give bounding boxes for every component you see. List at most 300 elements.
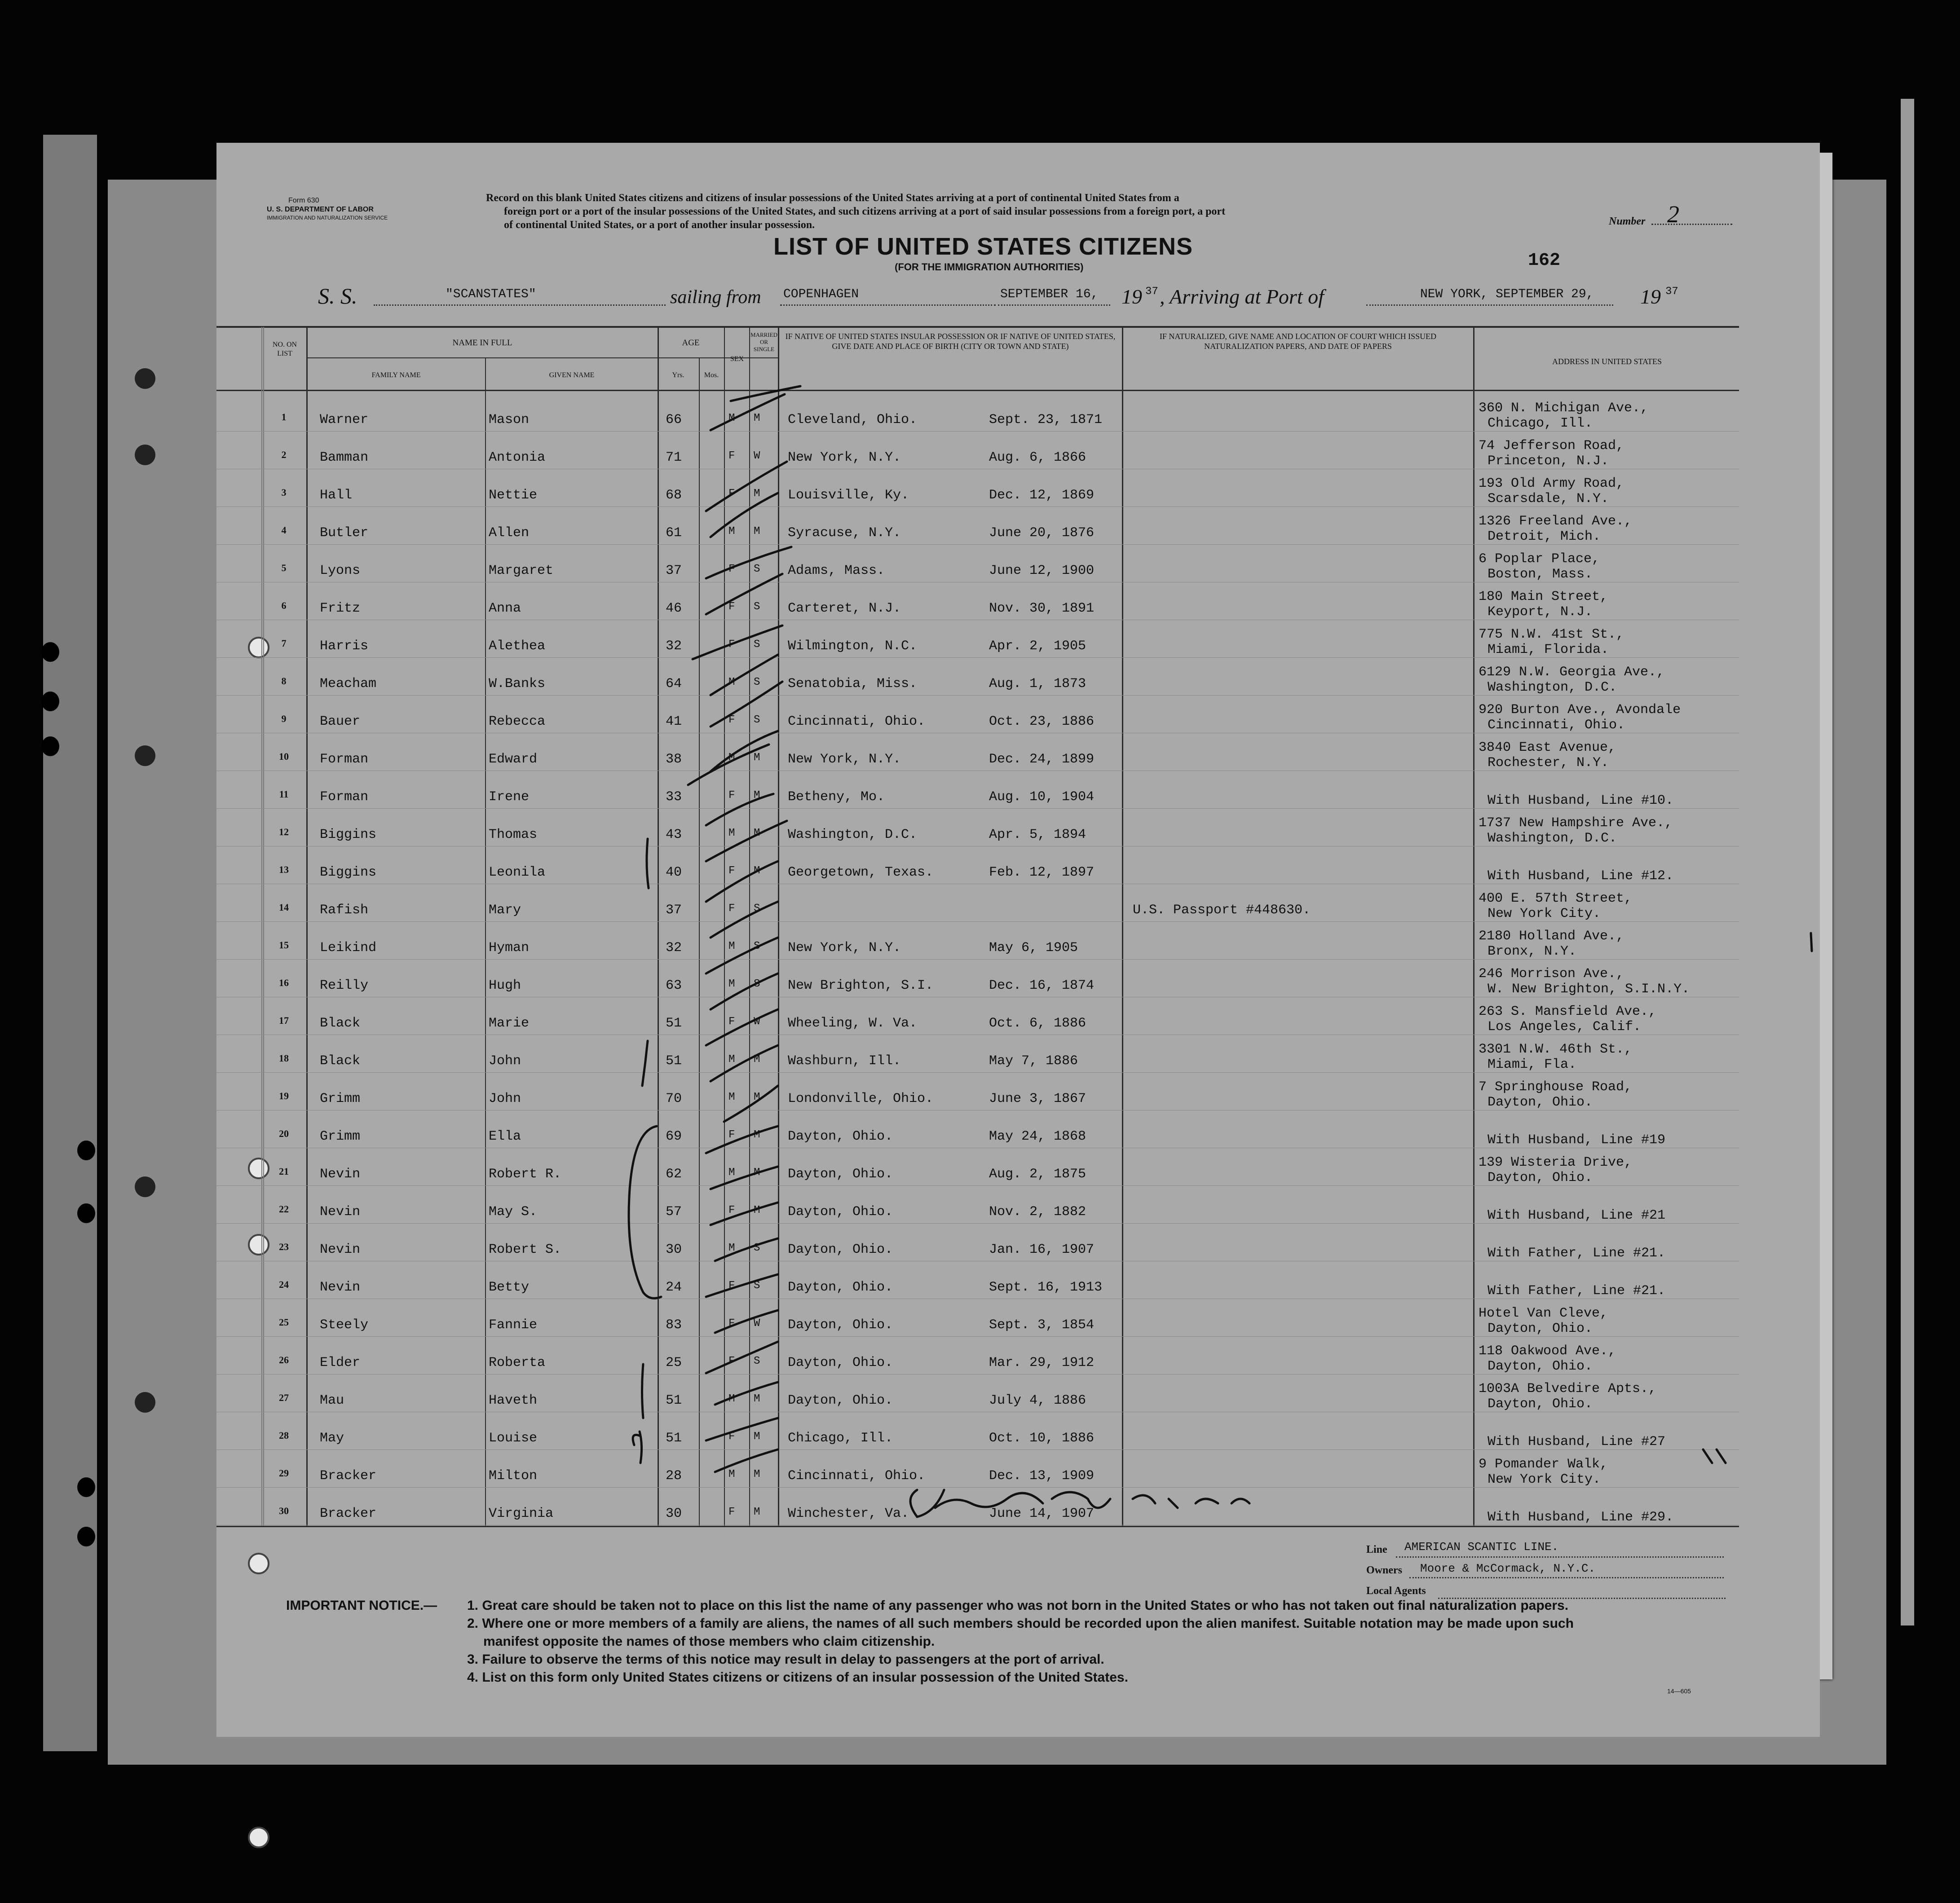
birthdate: May 24, 1868	[989, 1129, 1086, 1144]
line-underline	[1396, 1556, 1724, 1558]
birthdate: Apr. 2, 1905	[989, 639, 1086, 654]
given-name: Hugh	[489, 978, 521, 993]
sailing-label: sailing from	[670, 287, 761, 308]
birthdate: Aug. 2, 1875	[989, 1167, 1086, 1182]
address-line-2: Dayton, Ohio.	[1488, 1170, 1593, 1185]
birthplace: New York, N.Y.	[788, 940, 901, 956]
from-port: COPENHAGEN	[783, 287, 859, 301]
family-name: Warner	[320, 412, 369, 427]
birthplace: Dayton, Ohio.	[788, 1280, 893, 1295]
address-line-1: 3301 N.W. 46th St.,	[1479, 1042, 1633, 1057]
sex: F	[728, 789, 735, 802]
sex: F	[728, 488, 735, 500]
row-number: 19	[279, 1090, 289, 1101]
birthdate: May 6, 1905	[989, 940, 1078, 956]
sex: M	[728, 1468, 735, 1480]
given-name: Mason	[489, 412, 530, 427]
birthplace: Dayton, Ohio.	[788, 1317, 893, 1333]
binder-hole	[41, 736, 59, 756]
row-number: 29	[279, 1467, 289, 1479]
marital-status: M	[754, 752, 760, 764]
form-code: 14—605	[1667, 1687, 1691, 1695]
given-name: Betty	[489, 1280, 530, 1295]
row-number: 26	[279, 1354, 289, 1366]
address-line-2: New York City.	[1488, 1472, 1601, 1487]
age: 63	[666, 978, 682, 993]
marital-status: W	[754, 1016, 760, 1028]
age: 43	[666, 827, 682, 842]
family-name: Grimm	[320, 1129, 361, 1144]
marital-status: S	[754, 601, 760, 613]
sex: M	[728, 978, 735, 990]
age: 37	[666, 903, 682, 918]
sex: M	[728, 1167, 735, 1179]
address-line-1: Hotel Van Cleve,	[1479, 1306, 1608, 1321]
family-name: Harris	[320, 639, 369, 654]
sex: M	[728, 1242, 735, 1254]
address-line-1: 246 Morrison Ave.,	[1479, 966, 1625, 982]
row-number: 25	[279, 1317, 289, 1328]
header-given-name: GIVEN NAME	[549, 371, 595, 379]
marital-status: W	[754, 450, 760, 462]
age: 71	[666, 450, 682, 465]
row-number: 23	[279, 1241, 289, 1252]
birthdate: Apr. 5, 1894	[989, 827, 1086, 842]
marital-status: S	[754, 940, 760, 952]
notice-4: 4. List on this form only United States citizens or citizens of an insular possession of the United States.	[467, 1670, 1128, 1685]
marital-status: M	[754, 1167, 760, 1179]
address-line-2: Miami, Fla.	[1488, 1057, 1577, 1072]
age: 37	[666, 563, 682, 578]
intro-line-1: Record on this blank United States citizens and citizens of insular possessions of the United States arriving at a port of continental United States from a	[486, 192, 1179, 204]
sex: M	[728, 1053, 735, 1066]
header-yrs: Yrs.	[672, 371, 684, 379]
address-line-2: New York City.	[1488, 906, 1601, 921]
birthplace: Carteret, N.J.	[788, 601, 901, 616]
marital-status: M	[754, 1129, 760, 1141]
address-line-2: Detroit, Mich.	[1488, 529, 1601, 544]
binder-hole	[135, 1176, 155, 1197]
marital-status: M	[754, 525, 760, 537]
address-line-1: 1003A Belvedire Apts.,	[1479, 1381, 1657, 1396]
header-age: AGE	[682, 338, 700, 348]
row-number: 8	[281, 675, 287, 687]
address-line-1: 3840 East Avenue,	[1479, 740, 1616, 755]
age: 62	[666, 1167, 682, 1182]
address-line-1: 1737 New Hampshire Ave.,	[1479, 815, 1673, 831]
age: 51	[666, 1053, 682, 1069]
address-line-2: Washington, D.C.	[1488, 680, 1617, 695]
birthplace: Adams, Mass.	[788, 563, 885, 578]
birthplace: Dayton, Ohio.	[788, 1129, 893, 1144]
sex: F	[728, 865, 735, 877]
birthdate: June 14, 1907	[989, 1506, 1095, 1521]
sex: F	[728, 450, 735, 462]
address-line-1: 2180 Holland Ave.,	[1479, 929, 1625, 944]
row-number: 12	[279, 826, 289, 837]
family-name: Nevin	[320, 1242, 361, 1257]
row-number: 17	[279, 1015, 289, 1026]
sex: F	[728, 1317, 735, 1330]
address-line-2: Princeton, N.J.	[1488, 454, 1609, 469]
family-name: Bauer	[320, 714, 361, 729]
header-name-in-full: NAME IN FULL	[452, 338, 512, 348]
address-line-2: With Husband, Line #12.	[1488, 868, 1674, 884]
arriving-label: , Arriving at Port of	[1160, 285, 1324, 308]
birthplace: Chicago, Ill.	[788, 1431, 893, 1446]
birthdate: Oct. 10, 1886	[989, 1431, 1095, 1446]
sex: F	[728, 1129, 735, 1141]
address-line-2: W. New Brighton, S.I.N.Y.	[1488, 982, 1690, 997]
age: 70	[666, 1091, 682, 1106]
naturalization: U.S. Passport #448630.	[1133, 903, 1311, 918]
given-name: Leonila	[489, 865, 546, 880]
birthplace: Betheny, Mo.	[788, 789, 885, 805]
age: 32	[666, 639, 682, 654]
age: 51	[666, 1431, 682, 1446]
given-name: Nettie	[489, 488, 538, 503]
given-name: Edward	[489, 752, 538, 767]
number-value: 2	[1667, 201, 1679, 228]
birthdate: Sept. 3, 1854	[989, 1317, 1095, 1333]
header-sex: SEX	[730, 355, 744, 363]
birthplace: Dayton, Ohio.	[788, 1204, 893, 1220]
marital-status: S	[754, 1280, 760, 1292]
family-name: Fritz	[320, 601, 361, 616]
sex: F	[728, 639, 735, 651]
birthplace: Dayton, Ohio.	[788, 1393, 893, 1408]
family-name: Lyons	[320, 563, 361, 578]
given-name: Rebecca	[489, 714, 546, 729]
marital-status: M	[754, 789, 760, 802]
given-name: Antonia	[489, 450, 546, 465]
backing-edge-right	[1901, 99, 1914, 1625]
notice-1: 1. Great care should be taken not to place on this list the name of any passenger who was not born in the United States or who has not taken out final naturalization papers.	[467, 1598, 1569, 1613]
marital-status: M	[754, 488, 760, 500]
row-number: 7	[281, 638, 287, 649]
sex: M	[728, 940, 735, 952]
page-title: LIST OF UNITED STATES CITIZENS	[773, 233, 1193, 260]
age: 64	[666, 676, 682, 692]
family-name: Nevin	[320, 1204, 361, 1220]
birthdate: Dec. 24, 1899	[989, 752, 1095, 767]
marital-status: M	[754, 1393, 760, 1405]
address-line-1: 775 N.W. 41st St.,	[1479, 627, 1625, 642]
birthplace: Georgetown, Texas.	[788, 865, 934, 880]
birthdate: Aug. 6, 1866	[989, 450, 1086, 465]
given-name: Irene	[489, 789, 530, 805]
birthplace: Wheeling, W. Va.	[788, 1016, 918, 1031]
family-name: Forman	[320, 789, 369, 805]
age: 66	[666, 412, 682, 427]
page-number: 162	[1528, 251, 1561, 271]
sex: F	[728, 1431, 735, 1443]
birthdate: June 3, 1867	[989, 1091, 1086, 1106]
given-name: Fannie	[489, 1317, 538, 1333]
sex: M	[728, 525, 735, 537]
birthplace: Londonville, Ohio.	[788, 1091, 934, 1106]
age: 83	[666, 1317, 682, 1333]
marital-status: M	[754, 865, 760, 877]
family-name: Black	[320, 1053, 361, 1069]
marital-status: M	[754, 1506, 760, 1518]
arrival-year-prefix: 19	[1640, 285, 1661, 308]
address-line-2: Los Angeles, Calif.	[1488, 1019, 1642, 1035]
address-line-2: Scarsdale, N.Y.	[1488, 491, 1609, 507]
age: 40	[666, 865, 682, 880]
sex: F	[728, 601, 735, 613]
address-line-1: 118 Oakwood Ave.,	[1479, 1344, 1616, 1359]
sex: M	[728, 412, 735, 424]
birthplace: Cincinnati, Ohio.	[788, 714, 926, 729]
address-line-2: Dayton, Ohio.	[1488, 1396, 1593, 1412]
birthplace: Dayton, Ohio.	[788, 1242, 893, 1257]
address-line-2: Dayton, Ohio.	[1488, 1321, 1593, 1336]
given-name: May S.	[489, 1204, 538, 1220]
address-line-1: 6129 N.W. Georgia Ave.,	[1479, 665, 1665, 680]
sex: F	[728, 1016, 735, 1028]
address-line-2: With Father, Line #21.	[1488, 1246, 1666, 1261]
birthdate: May 7, 1886	[989, 1053, 1078, 1069]
age: 30	[666, 1506, 682, 1521]
birthdate: Feb. 12, 1897	[989, 865, 1095, 880]
binder-hole	[77, 1141, 95, 1160]
binder-hole	[135, 1392, 155, 1413]
age: 30	[666, 1242, 682, 1257]
row-number: 13	[279, 864, 289, 875]
family-name: Forman	[320, 752, 369, 767]
binder-hole	[41, 692, 59, 711]
family-name: Bracker	[320, 1468, 377, 1484]
manifest-sheet	[216, 143, 1820, 1737]
binder-hole	[135, 745, 155, 766]
row-number: 27	[279, 1392, 289, 1403]
row-number: 10	[279, 751, 289, 762]
address-line-1: 9 Pomander Walk,	[1479, 1457, 1608, 1472]
age: 32	[666, 940, 682, 956]
birthplace: Wilmington, N.C.	[788, 639, 918, 654]
row-number: 1	[281, 411, 287, 423]
birthdate: July 4, 1886	[989, 1393, 1086, 1408]
address-line-1: 180 Main Street,	[1479, 589, 1608, 604]
row-number: 11	[279, 789, 289, 800]
birthdate: Mar. 29, 1912	[989, 1355, 1095, 1370]
owners-value: Moore & McCormack, N.Y.C.	[1420, 1562, 1596, 1575]
binder-hole	[135, 445, 155, 465]
address-line-2: With Husband, Line #19	[1488, 1132, 1666, 1148]
age: 33	[666, 789, 682, 805]
given-name: Thomas	[489, 827, 538, 842]
binder-hole	[77, 1527, 95, 1546]
marital-status: M	[754, 1091, 760, 1103]
marital-status: S	[754, 563, 760, 575]
row-number: 5	[281, 562, 287, 573]
row-number: 9	[281, 713, 287, 724]
age: 46	[666, 601, 682, 616]
birthdate: Nov. 30, 1891	[989, 601, 1095, 616]
family-name: Butler	[320, 525, 369, 541]
ship-name: "SCANSTATES"	[446, 287, 536, 301]
address-line-1: 920 Burton Ave., Avondale	[1479, 702, 1681, 718]
age: 57	[666, 1204, 682, 1220]
row-number: 20	[279, 1128, 289, 1139]
marital-status: S	[754, 639, 760, 651]
sex: F	[728, 1280, 735, 1292]
family-name: Bamman	[320, 450, 369, 465]
given-name: Ella	[489, 1129, 521, 1144]
form-id: Form 630	[288, 197, 319, 204]
birthdate: June 20, 1876	[989, 525, 1095, 541]
address-line-1: 6 Poplar Place,	[1479, 551, 1600, 567]
row-number: 15	[279, 939, 289, 951]
family-name: Black	[320, 1016, 361, 1031]
marital-status: M	[754, 1431, 760, 1443]
header-naturalized: IF NATURALIZED, GIVE NAME AND LOCATION OF COURT WHICH ISSUED NATURALIZATION PAPERS, AND DATE OF PAPERS	[1159, 332, 1437, 351]
family-name: May	[320, 1431, 344, 1446]
address-line-2: Washington, D.C.	[1488, 831, 1617, 846]
address-line-2: Chicago, Ill.	[1488, 416, 1593, 431]
family-name: Reilly	[320, 978, 369, 993]
address-line-2: Keyport, N.J.	[1488, 604, 1593, 620]
age: 38	[666, 752, 682, 767]
family-name: Leikind	[320, 940, 377, 956]
row-number: 28	[279, 1430, 289, 1441]
address-line-2: With Husband, Line #10.	[1488, 793, 1674, 808]
family-name: Nevin	[320, 1167, 361, 1182]
sex: F	[728, 903, 735, 915]
row-number: 22	[279, 1203, 289, 1215]
age: 28	[666, 1468, 682, 1484]
birthplace: Washington, D.C.	[788, 827, 918, 842]
marital-status: M	[754, 827, 760, 839]
given-name: Alethea	[489, 639, 546, 654]
address-line-1: 1326 Freeland Ave.,	[1479, 514, 1633, 529]
address-line-1: 263 S. Mansfield Ave.,	[1479, 1004, 1657, 1019]
given-name: Margaret	[489, 563, 554, 578]
address-line-2: With Husband, Line #21	[1488, 1208, 1666, 1223]
sailing-year-prefix: 19	[1121, 285, 1142, 308]
marital-status: S	[754, 714, 760, 726]
address-line-2: Boston, Mass.	[1488, 567, 1593, 582]
binder-hole	[77, 1203, 95, 1223]
marital-status: S	[754, 676, 760, 688]
birthplace: Senatobia, Miss.	[788, 676, 918, 692]
backing-page-left	[43, 135, 97, 1751]
address-line-2: With Husband, Line #29.	[1488, 1510, 1674, 1525]
sex: M	[728, 1393, 735, 1405]
marital-status: W	[754, 1317, 760, 1330]
address-line-2: Rochester, N.Y.	[1488, 755, 1609, 771]
birthdate: June 12, 1900	[989, 563, 1095, 578]
age: 41	[666, 714, 682, 729]
family-name: Steely	[320, 1317, 369, 1333]
notice-3: 3. Failure to observe the terms of this notice may result in delay to passengers at the port of arrival.	[467, 1652, 1104, 1667]
sex: F	[728, 1506, 735, 1518]
intro-line-3: of continental United States, or a port of another insular possession.	[504, 219, 815, 231]
address-line-2: With Father, Line #21.	[1488, 1283, 1666, 1299]
family-name: Bracker	[320, 1506, 377, 1521]
address-line-1: 74 Jefferson Road,	[1479, 438, 1625, 454]
page-subtitle: (FOR THE IMMIGRATION AUTHORITIES)	[895, 261, 1084, 273]
given-name: Virginia	[489, 1506, 554, 1521]
sex: F	[728, 1355, 735, 1367]
address-line-1: 360 N. Michigan Ave.,	[1479, 401, 1649, 416]
birthplace: Winchester, Va.	[788, 1506, 909, 1521]
given-name: Milton	[489, 1468, 538, 1484]
address-line-2: Bronx, N.Y.	[1488, 944, 1577, 959]
birthplace: Louisville, Ky.	[788, 488, 909, 503]
family-name: Elder	[320, 1355, 361, 1370]
given-name: Hyman	[489, 940, 530, 956]
binder-hole	[77, 1477, 95, 1497]
birthdate: Dec. 13, 1909	[989, 1468, 1095, 1484]
marital-status: S	[754, 1355, 760, 1367]
age: 51	[666, 1393, 682, 1408]
age: 51	[666, 1016, 682, 1031]
given-name: Louise	[489, 1431, 538, 1446]
given-name: Anna	[489, 601, 521, 616]
family-name: Grimm	[320, 1091, 361, 1106]
header-married: MARRIED OR SINGLE	[750, 331, 777, 352]
marital-status: M	[754, 1204, 760, 1216]
address-line-1: 400 E. 57th Street,	[1479, 891, 1633, 906]
age: 25	[666, 1355, 682, 1370]
family-name: Biggins	[320, 827, 377, 842]
sailing-year-suffix: 37	[1145, 286, 1158, 298]
address-line-2: Cincinnati, Ohio.	[1488, 718, 1625, 733]
address-line-1: 7 Springhouse Road,	[1479, 1079, 1633, 1095]
address-line-2: Dayton, Ohio.	[1488, 1095, 1593, 1110]
age: 61	[666, 525, 682, 541]
service: IMMIGRATION AND NATURALIZATION SERVICE	[267, 215, 388, 221]
important-notice-label: IMPORTANT NOTICE.—	[286, 1598, 437, 1613]
birthdate: Sept. 16, 1913	[989, 1280, 1103, 1295]
birthplace: New York, N.Y.	[788, 752, 901, 767]
handwritten-check-marks	[216, 143, 1820, 1580]
notice-2-cont: manifest opposite the names of those members who claim citizenship.	[483, 1634, 935, 1649]
owners-underline	[1409, 1577, 1724, 1578]
punch-hole	[248, 1827, 269, 1848]
birthdate: Dec. 12, 1869	[989, 488, 1095, 503]
age: 24	[666, 1280, 682, 1295]
age: 68	[666, 488, 682, 503]
row-number: 16	[279, 977, 289, 988]
notice-2: 2. Where one or more members of a family are aliens, the names of all such members should be recorded upon the alien manifest. Suitable notation may be made upon such	[467, 1616, 1574, 1631]
given-name: Robert R.	[489, 1167, 562, 1182]
row-number: 2	[281, 449, 287, 460]
header-birth: IF NATIVE OF UNITED STATES INSULAR POSSESSION OR IF NATIVE OF UNITED STATES, GIVE DATE AND PLACE OF BIRTH (CITY OR TOWN AND STATE)	[785, 332, 1116, 351]
binder-hole	[135, 368, 155, 389]
given-name: Haveth	[489, 1393, 538, 1408]
given-name: W.Banks	[489, 676, 546, 692]
arrival-year-suffix: 37	[1665, 286, 1678, 298]
family-name: Meacham	[320, 676, 377, 692]
sex: F	[728, 563, 735, 575]
birthdate: Aug. 10, 1904	[989, 789, 1095, 805]
row-number: 4	[281, 524, 287, 536]
arrival: NEW YORK, SEPTEMBER 29,	[1420, 287, 1594, 301]
local-agents-label: Local Agents	[1366, 1585, 1426, 1597]
given-name: John	[489, 1091, 521, 1106]
sex: M	[728, 752, 735, 764]
family-name: Hall	[320, 488, 353, 503]
header-no: NO. ON LIST	[272, 341, 297, 357]
row-number: 6	[281, 600, 287, 611]
birthdate: Aug. 1, 1873	[989, 676, 1086, 692]
birthplace: Washburn, Ill.	[788, 1053, 901, 1069]
department: U. S. DEPARTMENT OF LABOR	[267, 206, 374, 213]
sex: M	[728, 1091, 735, 1103]
